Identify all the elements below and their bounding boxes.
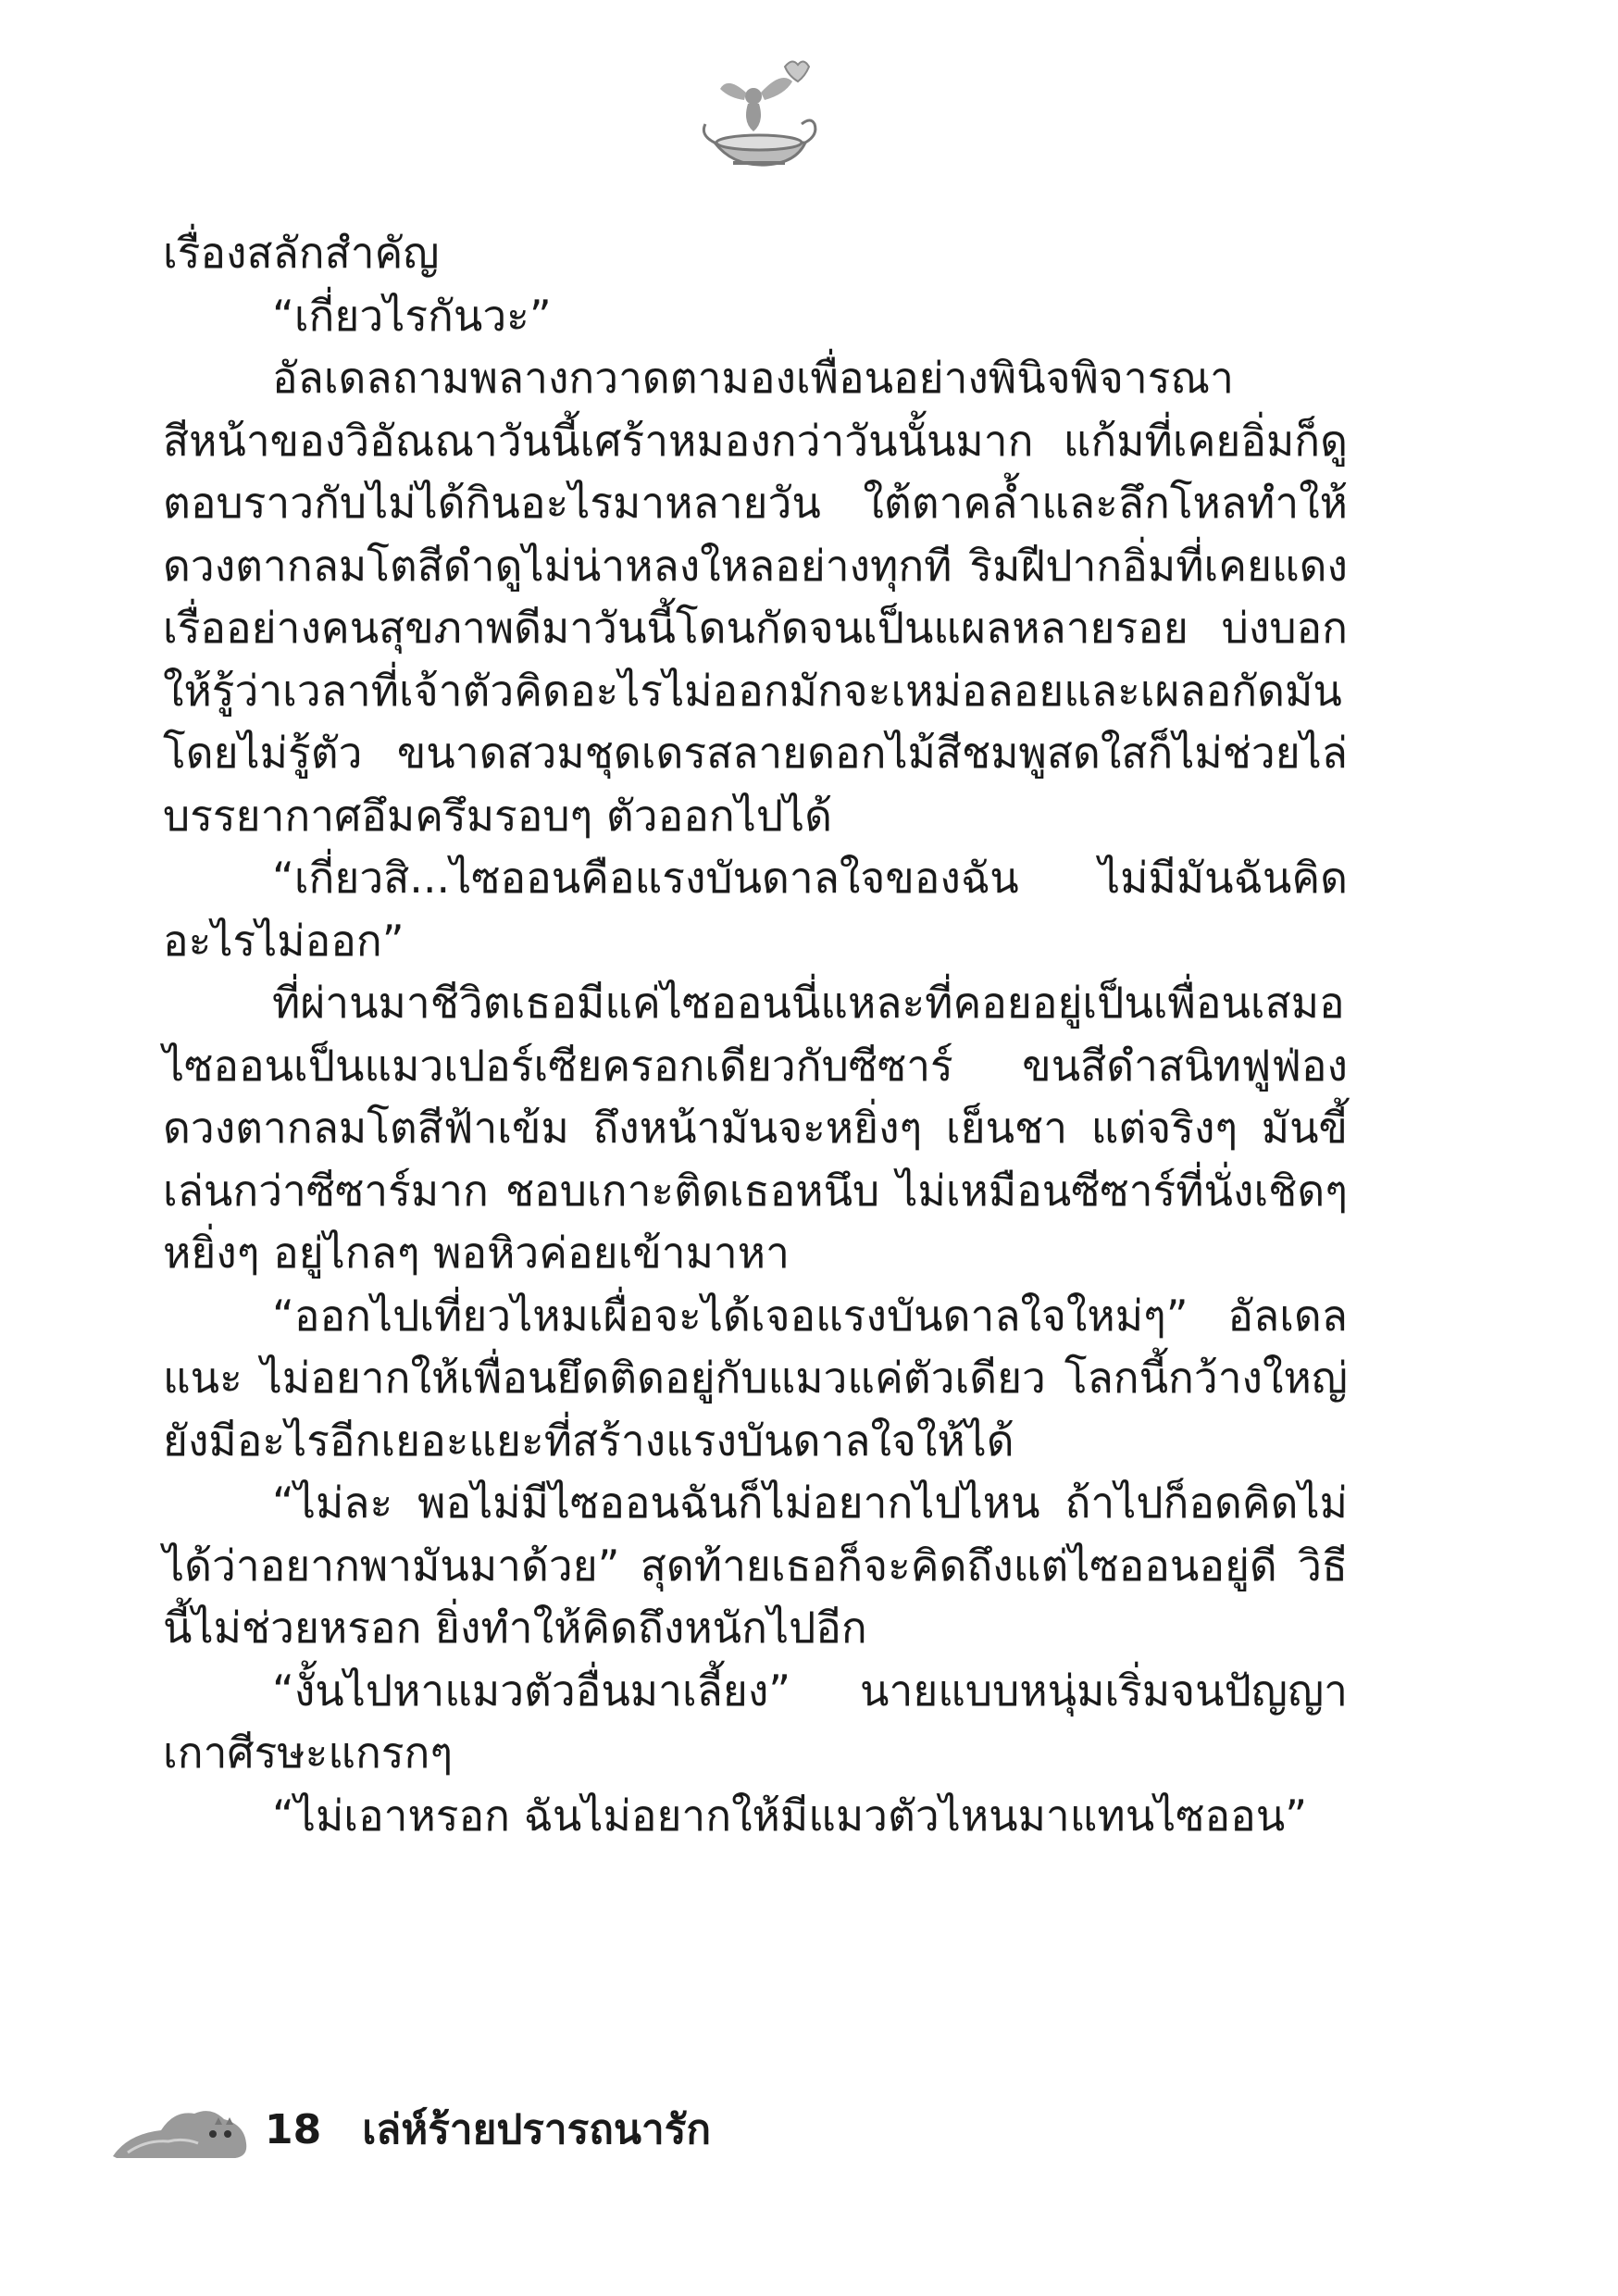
paragraph-7: “ไม่ละ พอไม่มีไซออนฉันก็ไม่อยากไปไหน ถ้าไปก็อดคิดไม่ได้ว่าอยากพามันมาด้วย” สุดท้ายเธอก็จะคิดถึงแต่ไซออนอยู่ดี วิธีนี้ไม่ช่วยหรอก ยิ่งทำให้คิดถึงหนักไปอีก <box>163 1478 1348 1653</box>
paragraph-2: “เกี่ยวไรกันวะ” <box>272 290 552 341</box>
teapot-cupid-ornament-icon <box>696 50 822 176</box>
paragraph-5: ที่ผ่านมาชีวิตเธอมีแค่ไซออนนี่แหละที่คอยอยู่เป็นเพื่อนเสมอ ไซออนเป็นแมวเปอร์เซียครอกเดียวกับซีซาร์ ขนสีดำสนิทฟูฟ่อง ดวงตากลมโตสีฟ้าเข้ม ถึงหน้ามันจะหยิ่งๆ เย็นชา แต่จริงๆ มันขี้เล่นกว่าซีซาร์มาก ชอบเกาะติดเธอหนึบ ไม่เหมือนซีซาร์ที่นั่งเชิดๆ หยิ่งๆ อยู่ไกลๆ พอหิวค่อยเข้ามาหา <box>163 978 1348 1278</box>
book-title: เล่ห์ร้ายปรารถนารัก <box>362 2106 711 2153</box>
paragraph-6: “ออกไปเที่ยวไหมเผื่อจะได้เจอแรงบันดาลใจใหม่ๆ” อัลเดลแนะ ไม่อยากให้เพื่อนยึดติดอยู่กับแมวแค่ตัวเดียว โลกนี้กว้างใหญ่ ยังมีอะไรอีกเยอะแยะที่สร้างแรงบันดาลใจให้ได้ <box>163 1290 1348 1466</box>
page-number: 18 <box>265 2105 322 2153</box>
paragraph-1: เรื่องสลักสำคัญ <box>163 228 440 278</box>
paragraph-3: อัลเดลถามพลางกวาดตามองเพื่อนอย่างพินิจพิจารณา สีหน้าของวิอัณณาวันนี้เศร้าหมองกว่าวันนั้นมาก แก้มที่เคยอิ่มก็ดูตอบราวกับไม่ได้กินอะไรมาหลายวัน ใต้ตาคล้ำและลึกโหลทำให้ดวงตากลมโตสีดำดูไม่น่าหลงใหลอย่างทุกที ริมฝีปากอิ่มที่เคยแดงเรื่ออย่างคนสุขภาพดีมาวันนี้โดนกัดจนเป็นแผลหลายรอย บ่งบอกให้รู้ว่าเวลาที่เจ้าตัวคิดอะไรไม่ออกมักจะเหม่อลอยและเผลอกัดมันโดยไม่รู้ตัว ขนาดสวมชุดเดรสลายดอกไม้สีชมพูสดใสก็ไม่ช่วยไล่บรรยากาศอึมครึมรอบๆ ตัวออกไปได้ <box>163 353 1348 841</box>
paragraph-4: “เกี่ยวสิ...ไซออนคือแรงบันดาลใจของฉัน ไม่มีมันฉันคิดอะไรไม่ออก” <box>163 853 1348 966</box>
page-footer <box>109 2092 757 2166</box>
paragraph-8: “งั้นไปหาแมวตัวอื่นมาเลี้ยง” นายแบบหนุ่มเริ่มจนปัญญา เกาศีรษะแกรกๆ <box>163 1665 1348 1778</box>
body-text <box>163 222 1348 1847</box>
paragraph-9: “ไม่เอาหรอก ฉันไม่อยากให้มีแมวตัวไหนมาแทนไซออน” <box>272 1790 1308 1841</box>
persian-cat-icon <box>109 2097 250 2162</box>
